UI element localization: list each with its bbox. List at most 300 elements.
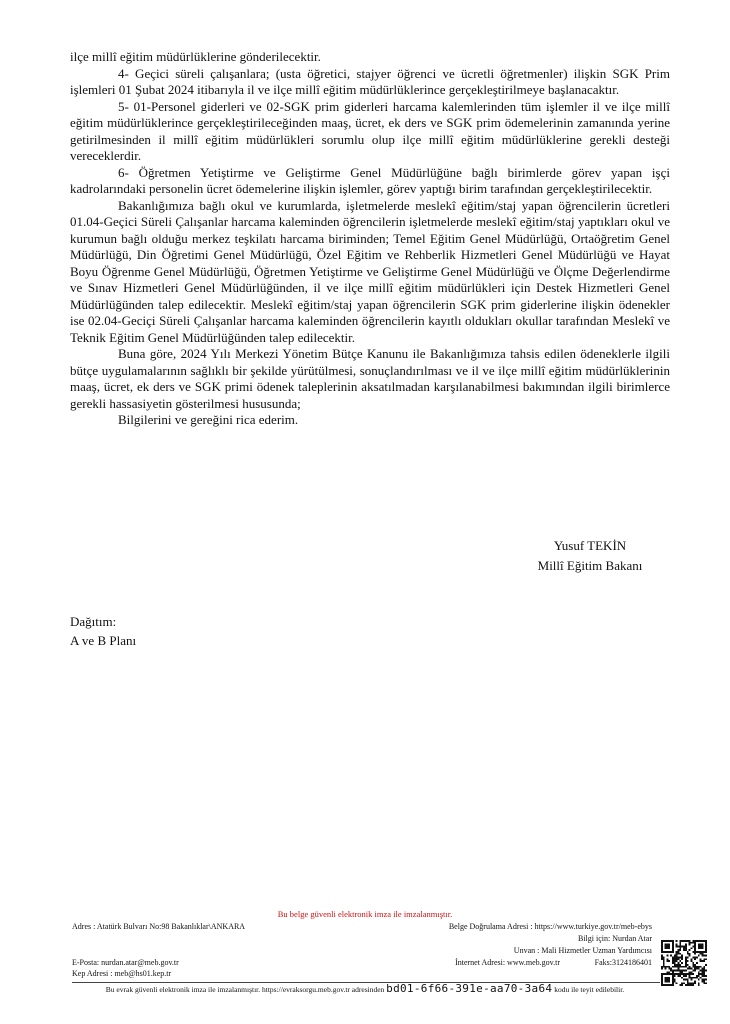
qr-module [694,947,696,949]
qr-module [703,982,705,984]
qr-module [685,962,687,964]
qr-module [701,968,703,970]
qr-module [672,969,674,971]
qr-module [667,960,669,962]
qr-module [668,968,670,970]
qr-module [701,971,703,973]
qr-module [687,973,689,975]
qr-module [692,946,694,948]
qr-module [667,966,669,968]
signature-block [520,536,660,576]
qr-module [698,975,700,977]
qr-module [685,958,687,960]
qr-module [668,977,670,979]
qr-module [668,979,670,981]
qr-module [698,955,700,957]
qr-module [690,979,692,981]
qr-module [694,949,696,951]
qr-module [694,940,696,942]
qr-module [665,946,667,948]
footer-kep: Kep Adresi : meb@hs01.kep.tr [72,969,172,978]
distribution-label: Dağıtım: [70,614,117,629]
qr-module [683,975,685,977]
qr-module [676,960,678,962]
qr-module [672,979,674,981]
qr-module [661,946,663,948]
qr-module [689,968,691,970]
qr-module [678,973,680,975]
qr-module [681,982,683,984]
qr-module [698,966,700,968]
qr-module [672,962,674,964]
qr-module [681,973,683,975]
qr-module [672,947,674,949]
letter-body [70,49,670,429]
qr-module [705,949,707,951]
qr-module [701,953,703,955]
qr-module [679,969,681,971]
qr-module [668,980,670,982]
qr-module [668,971,670,973]
qr-module [674,975,676,977]
qr-module [705,946,707,948]
distribution-value: A ve B Planı [70,633,137,648]
qr-module [701,973,703,975]
qr-module [696,951,698,953]
qr-module [679,947,681,949]
qr-module [701,947,703,949]
qr-module [705,944,707,946]
qr-module [681,955,683,957]
qr-module [687,964,689,966]
footer-unvan: Unvan : Mali Hizmetler Uzman Yardımcısı [513,946,652,955]
qr-module [678,969,680,971]
qr-module [678,958,680,960]
qr-module [668,947,670,949]
qr-module [694,957,696,959]
qr-module [698,971,700,973]
qr-module [689,949,691,951]
qr-module [692,962,694,964]
qr-module [689,982,691,984]
qr-module [681,966,683,968]
qr-module [685,984,687,986]
qr-module [694,968,696,970]
qr-module [696,968,698,970]
qr-module [703,971,705,973]
qr-module [700,944,702,946]
qr-module [665,940,667,942]
qr-module [676,944,678,946]
qr-module [674,973,676,975]
qr-module [676,966,678,968]
qr-module [663,966,665,968]
qr-module [670,969,672,971]
qr-module [701,951,703,953]
qr-module [670,955,672,957]
qr-module [663,973,665,975]
qr-module [674,955,676,957]
qr-module [689,955,691,957]
qr-module [672,973,674,975]
footer-fax: Faks:3124186401 [594,958,652,967]
qr-module [701,955,703,957]
qr-module [679,953,681,955]
qr-module [681,958,683,960]
qr-module [683,947,685,949]
qr-module [683,973,685,975]
qr-module [661,980,663,982]
qr-module [670,968,672,970]
qr-module [674,966,676,968]
qr-module [679,957,681,959]
qr-module [694,942,696,944]
qr-module [674,980,676,982]
qr-module [698,946,700,948]
qr-module [676,940,678,942]
qr-module [692,942,694,944]
qr-module [690,977,692,979]
qr-module [678,957,680,959]
qr-module [667,946,669,948]
qr-module [665,977,667,979]
qr-module [681,962,683,964]
qr-module [661,942,663,944]
qr-module [696,966,698,968]
qr-module [700,947,702,949]
qr-module [700,953,702,955]
qr-module [685,979,687,981]
qr-module [703,960,705,962]
qr-module [661,940,663,942]
qr-module [685,975,687,977]
qr-module [661,957,663,959]
qr-module [705,979,707,981]
qr-module [668,940,670,942]
qr-module [692,957,694,959]
qr-module [692,969,694,971]
qr-module [668,966,670,968]
qr-module [679,964,681,966]
qr-module [678,953,680,955]
qr-module [700,958,702,960]
qr-module [690,982,692,984]
qr-module [694,982,696,984]
qr-module [679,971,681,973]
qr-module [692,940,694,942]
qr-module [692,984,694,986]
qr-module [679,946,681,948]
qr-module [667,955,669,957]
footer-info-for: Bilgi için: Nurdan Atar [578,934,652,943]
qr-module [668,960,670,962]
qr-module [674,958,676,960]
qr-module [663,958,665,960]
qr-module [672,944,674,946]
footer-divider [72,982,660,983]
qr-module [703,969,705,971]
qr-module [665,984,667,986]
qr-module [679,940,681,942]
qr-module [701,940,703,942]
qr-module [700,946,702,948]
qr-code-icon [661,940,707,986]
qr-module [689,975,691,977]
paragraph-item-5: 5- 01-Personel giderleri ve 02-SGK prim giderleri harcama kalemlerinden tüm işlemler il ve ilçe millî eğitim müdürlüklerince gerçekleştirileceğinden maaş, ücret, ek ders ve SGK prim ödemelerinin zamanında yerine getirilmesinden il millî eğitim müdürlükleri sorumlu olup ilçe millî eğitim müdürlüklerine gerekli desteği vereceklerdir. [70,98,670,163]
qr-module [694,951,696,953]
qr-module [687,982,689,984]
qr-module [703,958,705,960]
qr-module [679,944,681,946]
qr-module [690,973,692,975]
qr-module [698,979,700,981]
qr-module [700,973,702,975]
qr-module [672,966,674,968]
qr-module [690,971,692,973]
qr-module [692,982,694,984]
qr-module [661,968,663,970]
qr-module [696,940,698,942]
qr-module [668,946,670,948]
qr-module [705,940,707,942]
qr-module [681,969,683,971]
qr-module [698,940,700,942]
qr-module [672,951,674,953]
qr-module [689,973,691,975]
qr-module [694,966,696,968]
qr-module [670,973,672,975]
qr-module [683,949,685,951]
qr-module [672,958,674,960]
qr-module [692,951,694,953]
qr-module [661,979,663,981]
qr-module [661,951,663,953]
verification-text-pre: Bu evrak güvenli elektronik imza ile imzalanmıştır. https://evraksorgu.meb.gov.tr adresinden [105,985,385,994]
qr-module [665,980,667,982]
qr-module [667,940,669,942]
qr-module [663,940,665,942]
qr-module [690,960,692,962]
qr-module [705,947,707,949]
qr-module [676,955,678,957]
qr-module [676,982,678,984]
qr-module [667,947,669,949]
qr-module [676,951,678,953]
qr-module [676,969,678,971]
qr-module [694,946,696,948]
qr-module [685,969,687,971]
qr-module [663,984,665,986]
qr-module [667,980,669,982]
qr-module [698,984,700,986]
qr-module [698,982,700,984]
signatory-title: Millî Eğitim Bakanı [537,558,643,573]
qr-module [678,966,680,968]
qr-module [701,969,703,971]
qr-module [705,964,707,966]
qr-module [679,949,681,951]
paragraph-item-6: 6- Öğretmen Yetiştirme ve Geliştirme Genel Müdürlüğüne bağlı birimlerde görev yapan işçi kadrolarındaki personelin ücret ödemelerine ilişkin işlemler, görev yaptığı birim tarafından gerçekleştirilecektir. [70,164,670,196]
qr-module [665,979,667,981]
qr-module [678,964,680,966]
qr-module [692,973,694,975]
qr-module [676,973,678,975]
signatory-name: Yusuf TEKİN [553,538,627,553]
qr-module [701,944,703,946]
qr-module [681,984,683,986]
qr-module [698,947,700,949]
qr-module [681,946,683,948]
qr-module [661,955,663,957]
qr-module [703,980,705,982]
qr-module [689,977,691,979]
qr-module [679,973,681,975]
qr-module [685,957,687,959]
esign-notice: Bu belge güvenli elektronik imza ile imzalanmıştır. [277,909,453,919]
qr-module [700,951,702,953]
qr-module [687,953,689,955]
qr-module [676,958,678,960]
qr-module [668,951,670,953]
qr-module [689,940,691,942]
qr-module [685,966,687,968]
footer-address: Adres : Atatürk Bulvarı No:98 Bakanlıklar\ANKARA [72,922,246,931]
qr-module [694,944,696,946]
qr-module [703,975,705,977]
qr-module [672,971,674,973]
qr-module [703,966,705,968]
qr-module [683,966,685,968]
qr-module [690,958,692,960]
qr-module [661,977,663,979]
verification-text-post: kodu ile teyit edilebilir. [554,985,625,994]
qr-module [672,942,674,944]
qr-module [661,949,663,951]
qr-module [685,940,687,942]
qr-module [681,940,683,942]
qr-module [687,957,689,959]
qr-module [700,960,702,962]
qr-module [705,969,707,971]
qr-module [674,957,676,959]
qr-module [700,969,702,971]
qr-module [674,960,676,962]
qr-module [681,957,683,959]
qr-module [701,946,703,948]
qr-module [663,951,665,953]
qr-module [687,951,689,953]
qr-module [663,957,665,959]
qr-module [672,977,674,979]
qr-module [694,980,696,982]
qr-module [672,940,674,942]
qr-module [694,953,696,955]
qr-module [665,968,667,970]
qr-module [690,942,692,944]
qr-module [698,944,700,946]
qr-module [696,957,698,959]
qr-module [687,979,689,981]
qr-module [692,977,694,979]
qr-module [668,973,670,975]
qr-module [705,975,707,977]
qr-module [689,944,691,946]
qr-module [661,984,663,986]
qr-module [661,982,663,984]
qr-module [672,949,674,951]
distribution-block [70,612,136,650]
qr-module [701,975,703,977]
qr-module [679,960,681,962]
qr-module [672,957,674,959]
qr-module [678,949,680,951]
qr-module [665,966,667,968]
verification-line [0,984,730,995]
qr-module [661,947,663,949]
qr-module [694,977,696,979]
qr-module [665,973,667,975]
qr-module [665,944,667,946]
qr-module [698,968,700,970]
qr-module [667,944,669,946]
qr-module [679,984,681,986]
qr-module [700,966,702,968]
qr-module [679,942,681,944]
qr-module [698,951,700,953]
qr-module [661,958,663,960]
qr-module [690,947,692,949]
qr-module [668,984,670,986]
qr-module [705,958,707,960]
qr-module [683,979,685,981]
qr-module [689,953,691,955]
qr-module [705,982,707,984]
qr-module [679,975,681,977]
verification-code: bd01-6f66-391e-aa70-3a64 [386,982,553,995]
qr-module [692,966,694,968]
qr-module [663,960,665,962]
qr-module [672,982,674,984]
qr-module [667,958,669,960]
qr-module [674,964,676,966]
qr-module [678,968,680,970]
qr-module [703,973,705,975]
qr-module [701,980,703,982]
qr-module [665,947,667,949]
footer-email: E-Posta: nurdan.atar@meb.gov.tr [72,958,179,967]
qr-module [683,946,685,948]
qr-module [676,946,678,948]
qr-module [689,942,691,944]
qr-module [703,951,705,953]
paragraph-closing: Bilgilerini ve gereğini rica ederim. [118,412,299,427]
qr-module [705,951,707,953]
qr-module [678,975,680,977]
qr-module [696,975,698,977]
qr-module [678,962,680,964]
qr-module [694,969,696,971]
qr-module [668,944,670,946]
qr-module [700,940,702,942]
qr-module [678,951,680,953]
qr-module [701,960,703,962]
qr-module [689,984,691,986]
qr-module [672,946,674,948]
qr-module [670,940,672,942]
qr-module [705,955,707,957]
qr-module [683,940,685,942]
qr-module [689,971,691,973]
